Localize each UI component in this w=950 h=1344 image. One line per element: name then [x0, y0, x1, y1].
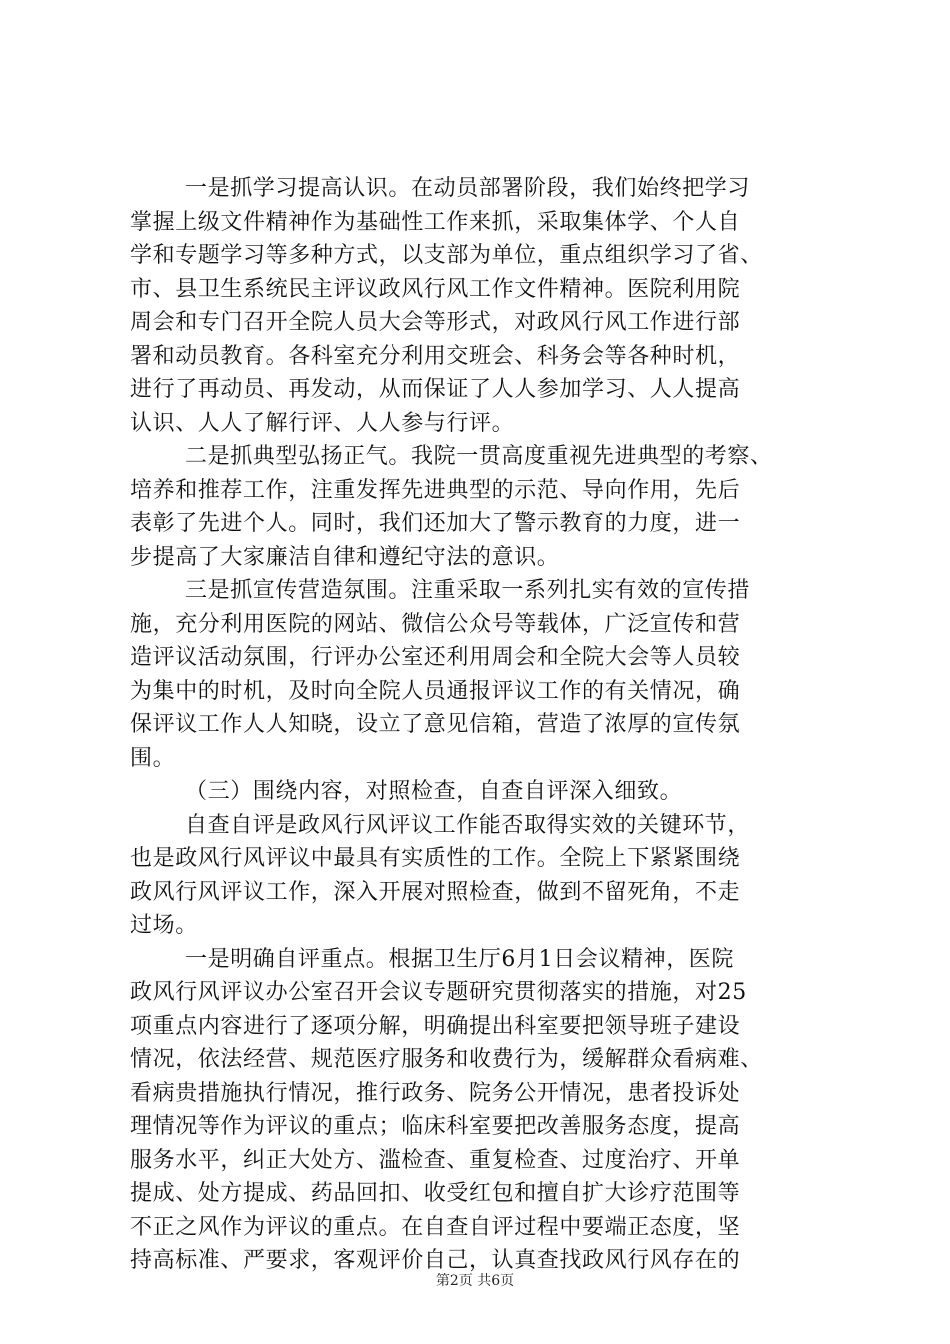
text-line: 看病贵措施执行情况，推行政务、院务公开情况，患者投诉处	[130, 1080, 741, 1106]
text-line: 三是抓宣传营造氛围。注重采取一系列扎实有效的宣传措	[185, 578, 751, 603]
text-line: 造评议活动氛围，行评办公室还利用周会和全院大会等人员较	[130, 645, 741, 670]
text-line: 周会和专门召开全院人员大会等形式，对政风行风工作进行部	[130, 310, 741, 335]
text-line: 政风行风评议工作，深入开展对照检查，做到不留死角，不走	[130, 879, 741, 905]
text-line: 二是抓典型弘扬正气。我院一贯高度重视先进典型的考察、	[185, 444, 773, 469]
text-line: 步提高了大家廉洁自律和遵纪守法的意识。	[130, 544, 560, 570]
text-line: 保评议工作人人知晓，设立了意见信箱，营造了浓厚的宣传氛	[130, 712, 741, 737]
text-line: 市、县卫生系统民主评议政风行风工作文件精神。医院利用院	[130, 276, 741, 302]
text-line: 政风行风评议办公室召开会议专题研究贯彻落实的措施，对25	[130, 980, 747, 1005]
text-line: 施，充分利用医院的网站、微信公众号等载体，广泛宣传和营	[130, 611, 741, 637]
text-line: 掌握上级文件精神作为基础性工作来抓，采取集体学、个人自	[130, 209, 741, 235]
text-line: 持高标准、严要求，客观评价自己，认真查找政风行风存在的	[130, 1248, 741, 1273]
text-line: 为集中的时机，及时向全院人员通报评议工作的有关情况，确	[130, 678, 741, 704]
text-line: 培养和推荐工作，注重发挥先进典型的示范、导向作用，先后	[130, 477, 741, 503]
document-body	[130, 172, 830, 1278]
text-line: 情况，依法经营、规范医疗服务和收费行为，缓解群众看病难、	[130, 1047, 763, 1072]
text-line: 认识、人人了解行评、人人参与行评。	[130, 410, 515, 436]
text-line: 项重点内容进行了逐项分解，明确提出科室要把领导班子建设	[130, 1013, 741, 1039]
text-line: 一是明确自评重点。根据卫生厅6月1日会议精神，医院	[185, 946, 734, 972]
page-number: 第2页 共6页	[435, 1273, 515, 1289]
text-line: 服务水平，纠正大处方、滥检查、重复检查、过度治疗、开单	[130, 1147, 741, 1173]
text-line: 表彰了先进个人。同时，我们还加大了警示教育的力度，进一	[130, 511, 741, 536]
text-line: 理情况等作为评议的重点；临床科室要把改善服务态度，提高	[130, 1114, 741, 1139]
text-line: 自查自评是政风行风评议工作能否取得实效的关键环节，	[185, 812, 751, 838]
text-line: 学和专题学习等多种方式，以支部为单位，重点组织学习了省、	[130, 243, 763, 268]
text-line: 署和动员教育。各科室充分利用交班会、科务会等各种时机，	[130, 343, 741, 369]
text-line: （三）围绕内容，对照检查，自查自评深入细致。	[185, 779, 683, 804]
text-line: 围。	[130, 745, 176, 771]
text-line: 提成、处方提成、药品回扣、收受红包和擅自扩大诊疗范围等	[130, 1181, 741, 1206]
text-line: 一是抓学习提高认识。在动员部署阶段，我们始终把学习	[185, 176, 751, 201]
text-line: 也是政风行风评议中最具有实质性的工作。全院上下紧紧围绕	[130, 846, 741, 871]
text-line: 不正之风作为评议的重点。在自查自评过程中要端正态度，坚	[130, 1214, 741, 1240]
text-line: 过场。	[130, 913, 198, 938]
text-line: 进行了再动员、再发动，从而保证了人人参加学习、人人提高	[130, 377, 741, 402]
